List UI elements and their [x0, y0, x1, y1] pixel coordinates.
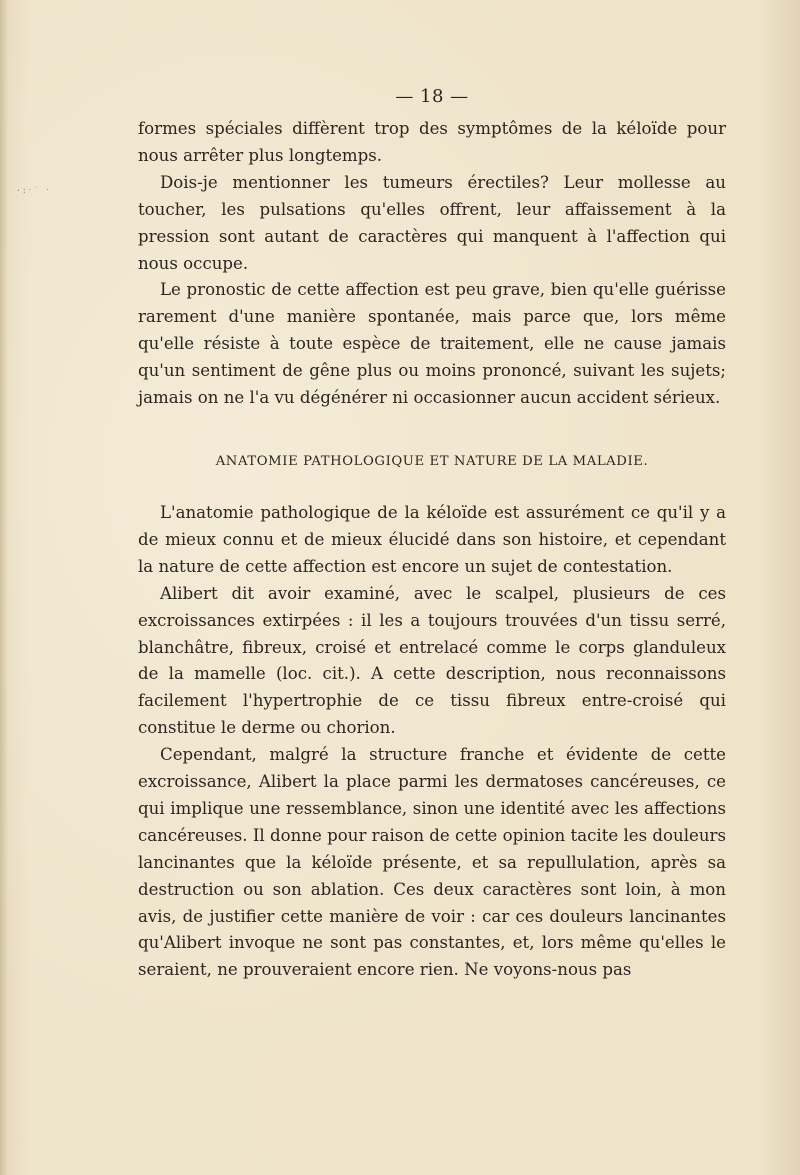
page-text-block — [138, 84, 726, 984]
paragraph-1: formes spéciales diffèrent trop des symptômes de la kéloïde pour nous arrêter plus longtemps. — [138, 119, 726, 165]
paragraph-2: Dois-je mentionner les tumeurs érectiles? Leur mollesse au toucher, les pulsations qu'elles offrent, leur affaissement à la pression sont autant de caractères qui manquent à l'affection qui nous occupe. — [138, 172, 726, 273]
paragraph-3: Le pronostic de cette affection est peu grave, bien qu'elle guérisse rarement d'une manière spontanée, mais parce que, lors même qu'elle résiste à toute espèce de traitement, elle ne cause jamais qu'un sentiment de gêne plus ou moins prononcé, suivant les sujets; jamais on ne l'a vu dégénérer ni occasionner aucun accident sérieux. — [138, 280, 726, 408]
paragraph-5: Alibert dit avoir examiné, avec le scalpel, plusieurs de ces excroissances extirpées : il les a toujours trouvées d'un tissu serré, blanchâtre, fibreux, croisé et entrelacé comme le corps glanduleux de la mamelle (loc. cit.). A cette description, nous reconnaissons facilement l'hypertrophie de ce tissu fibreux entre-croisé qui constitue le derme ou chorion. — [138, 583, 726, 738]
paragraph-6: Cependant, malgré la structure franche et évidente de cette excroissance, Alibert la place parmi les dermatoses cancéreuses, ce qui implique une ressemblance, sinon une identité avec les affections cancéreuses. Il donne pour raison de cette opinion tacite les douleurs lancinantes que la kéloïde présente, et sa repullulation, après sa destruction ou son ablation. Ces deux caractères sont loin, à mon avis, de justifier cette manière de voir : car ces douleurs lancinantes qu'Alibert invoque ne sont pas constantes, et, lors même qu'elles le seraient, ne prouveraient encore rien. Ne voyons-nous pas — [138, 745, 726, 980]
page-number: — 18 — — [395, 86, 469, 107]
paragraph-4: L'anatomie pathologique de la kéloïde est assurément ce qu'il y a de mieux connu et de mieux élucidé dans son histoire, et cependant la nature de cette affection est encore un sujet de contestation. — [138, 502, 726, 576]
margin-smudge: ·:ˑ˙ ˑ — [16, 186, 51, 195]
section-heading: ANATOMIE PATHOLOGIQUE ET NATURE DE LA MALADIE. — [215, 453, 649, 469]
page-spine-shadow — [0, 0, 8, 1175]
